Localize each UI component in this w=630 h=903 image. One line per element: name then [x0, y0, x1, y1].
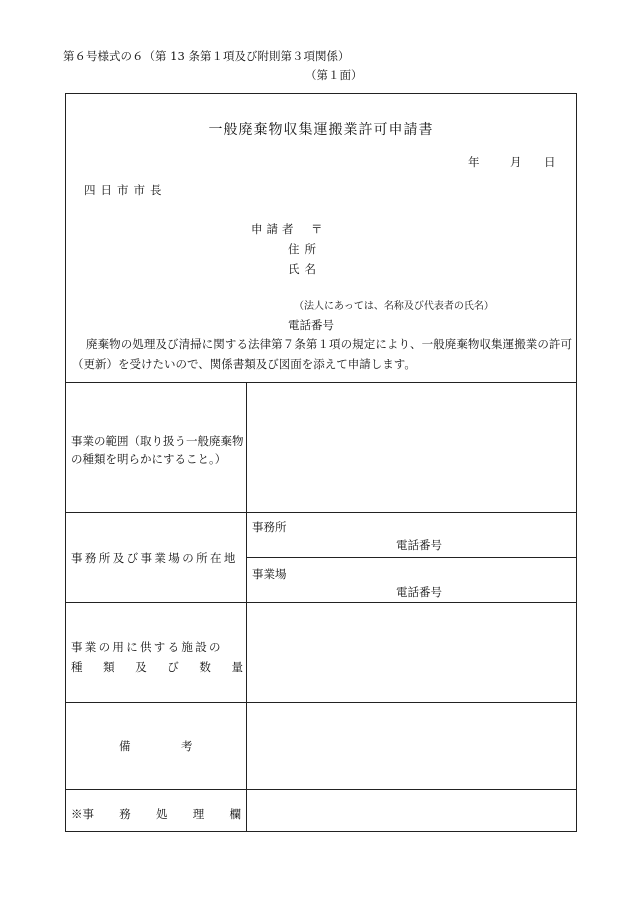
- office-label: 事務所: [252, 520, 287, 534]
- row-divider: [66, 512, 576, 513]
- form-title: 一般廃棄物収集運搬業許可申請書: [208, 122, 434, 138]
- row-divider: [66, 602, 576, 603]
- month-label: 月: [510, 155, 522, 169]
- day-label: 日: [544, 155, 556, 169]
- remarks-label: 備 考: [119, 739, 193, 753]
- row-divider: [66, 702, 576, 703]
- postal-mark: 〒: [311, 222, 323, 236]
- office-location-label: 事務所及び事業場の所在地: [71, 551, 238, 565]
- page-indicator: （第１面）: [305, 68, 363, 82]
- column-divider: [246, 382, 247, 831]
- applicant-phone-label: 電話番号: [288, 318, 334, 332]
- corporate-note: （法人にあっては、名称及び代表者の氏名）: [294, 301, 494, 312]
- row-divider: [66, 789, 576, 790]
- name-label: 氏名: [288, 262, 321, 276]
- date-line: [468, 154, 556, 170]
- scope-label: 事業の範囲（取り扱う一般廃棄物 の種類を明らかにすること。）: [71, 434, 244, 466]
- office-phone-label: 電話番号: [396, 538, 442, 552]
- application-statement: 廃棄物の処理及び清掃に関する法律第７条第１項の規定により、一般廃棄物収集運搬業の許可（更新）を受けたいので、関係書類及び図面を添えて申請します。: [72, 337, 572, 371]
- applicant-label: 申請者: [251, 222, 298, 236]
- form-number: 第６号様式の６（第 13 条第１項及び附則第３項関係）: [63, 49, 350, 63]
- addressee: 四日市市長: [84, 183, 167, 197]
- application-form: [65, 93, 577, 832]
- year-label: 年: [468, 155, 480, 169]
- site-phone-label: 電話番号: [396, 585, 442, 599]
- address-label: 住所: [288, 242, 321, 256]
- site-label: 事業場: [252, 567, 287, 581]
- row-divider: [66, 382, 576, 383]
- row-divider: [246, 557, 576, 558]
- facility-label: 事業の用に供する施設の 種 類 及 び 数 量: [71, 640, 243, 674]
- office-processing-label: ※事 務 処 理 欄: [71, 807, 241, 821]
